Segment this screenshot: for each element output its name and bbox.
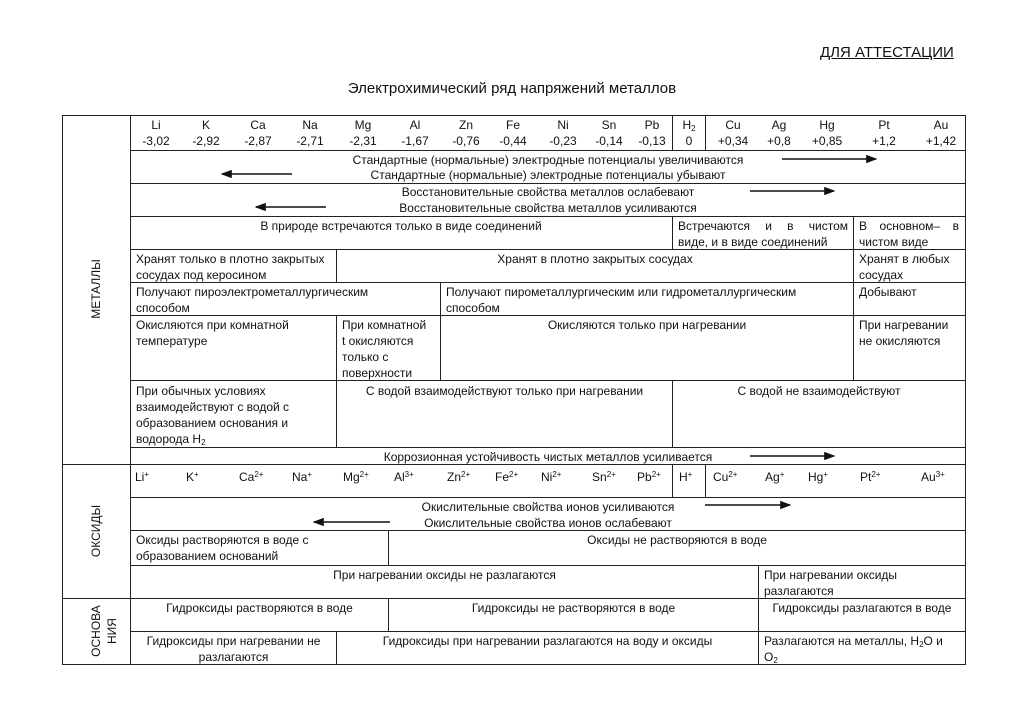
series-potential: -0,23 xyxy=(549,134,577,148)
ion-item xyxy=(860,467,880,485)
ion-ox-increase-text: Окислительные свойства ионов усиливаются xyxy=(421,500,675,514)
series-element xyxy=(338,117,388,133)
series-element xyxy=(390,117,440,133)
ion-charge: 2+ xyxy=(359,470,369,479)
series-element xyxy=(441,117,491,133)
oxidation-none-line2: не окисляются xyxy=(859,334,941,348)
hydroxides-decompose: Гидроксиды разлагаются в воде xyxy=(772,601,952,615)
ion-item xyxy=(592,467,616,485)
series-element-symbol: Pt xyxy=(878,118,890,132)
page-title: Электрохимический ряд напряжений металлов xyxy=(347,80,677,97)
hydroxides-heat-water-oxides: Гидроксиды при нагревании разлагаются на воду и оксиды xyxy=(382,634,713,648)
hydroxides-to-metals-line1 xyxy=(764,633,943,653)
ion-charge: 2+ xyxy=(461,470,471,479)
ion-item xyxy=(637,467,661,485)
nature-only-compounds: В природе встречаются только в виде соединений xyxy=(260,219,542,233)
series-element xyxy=(538,117,588,133)
water-normal-line2: взаимодействуют с водой с xyxy=(136,400,290,414)
ion-item xyxy=(495,467,518,485)
hydroxides-dissolve: Гидроксиды растворяются в воде xyxy=(166,601,353,615)
production-pyroelectro-line1: Получают пироэлектрометаллургическим xyxy=(136,285,369,299)
ion-symbol: Au xyxy=(921,470,936,484)
oxidation-room-t-line2: t окисляются xyxy=(342,334,414,348)
nature-both-line1: Встречаются и в чистом xyxy=(678,219,848,233)
storage-any-line2: сосудах xyxy=(859,268,904,282)
ion-item xyxy=(447,467,470,485)
series-element xyxy=(916,117,966,133)
ion-symbol: Mg xyxy=(343,470,360,484)
ion-symbol: Na xyxy=(292,470,308,484)
section-bases-line2: НИЯ xyxy=(105,618,119,644)
ion-charge: 2+ xyxy=(606,470,616,479)
section-oxides: ОКСИДЫ xyxy=(89,504,103,558)
reducing-weaken-text: Восстановительные свойства металлов ослабевают xyxy=(401,185,695,199)
series-potential: -1,67 xyxy=(401,134,429,148)
hydroxides-to-metals-line2 xyxy=(764,649,778,669)
water-normal-line4-text: водорода H xyxy=(136,432,202,446)
storage-closed: Хранят в плотно закрытых сосудах xyxy=(497,252,693,266)
series-potential: -0,76 xyxy=(452,134,480,148)
series-element xyxy=(181,117,231,133)
series-potential: +1,2 xyxy=(872,134,896,148)
series-element xyxy=(802,117,852,133)
series-element-symbol: H xyxy=(682,118,692,132)
oxides-no-decompose: При нагревании оксиды не разлагаются xyxy=(333,568,556,582)
ion-symbol: Ca xyxy=(239,470,255,484)
ion-charge: + xyxy=(144,470,150,479)
corrosion-text: Коррозионная устойчивость чистых металлов усиливается xyxy=(383,450,713,464)
storage-kerosene-line2: сосудах под керосином xyxy=(136,268,267,282)
ion-charge: 2+ xyxy=(871,470,881,479)
water-heating: С водой взаимодействуют только при нагревании xyxy=(365,384,644,398)
ion-charge: 2+ xyxy=(728,470,738,479)
production-pyro-hydro-line2: способом xyxy=(446,301,500,315)
ion-item xyxy=(343,467,369,485)
storage-kerosene-line1: Хранят только в плотно закрытых xyxy=(136,252,325,266)
series-element-symbol: Fe xyxy=(505,118,520,132)
production-pyroelectro-line2: способом xyxy=(136,301,190,315)
oxidation-room-line2: температуре xyxy=(136,334,208,348)
series-element-symbol: Pb xyxy=(644,118,660,132)
ion-item xyxy=(679,467,692,485)
ion-symbol: Sn xyxy=(592,470,607,484)
series-element-symbol: Ca xyxy=(250,118,266,132)
series-element-symbol: Al xyxy=(409,118,421,132)
ion-item xyxy=(292,467,312,485)
water-normal-line3: образованием основания и xyxy=(136,416,289,430)
oxidation-none-line1: При нагревании xyxy=(859,318,949,332)
water-normal-line4 xyxy=(136,431,206,451)
series-element xyxy=(131,117,181,133)
ion-item xyxy=(394,467,414,485)
potential-decrease-text: Стандартные (нормальные) электродные потенциалы убывают xyxy=(370,168,726,182)
section-bases-line1: ОСНОВА xyxy=(89,605,103,657)
ion-ox-decrease-text: Окислительные свойства ионов ослабевают xyxy=(424,516,672,530)
series-element xyxy=(859,117,909,133)
ion-item xyxy=(541,467,561,485)
hydroxides-o2-subscript: 2 xyxy=(773,656,778,665)
series-potential: -0,14 xyxy=(595,134,623,148)
nature-pure-line2: чистом виде xyxy=(859,235,929,249)
series-element-symbol: Mg xyxy=(354,118,372,132)
storage-any-line1: Хранят в любых xyxy=(859,252,950,266)
series-element xyxy=(233,117,283,133)
series-potential: +0,8 xyxy=(767,134,791,148)
series-element-symbol: Ag xyxy=(771,118,787,132)
ion-symbol: K xyxy=(186,470,195,484)
oxidation-room-t-line3: только с xyxy=(342,350,389,364)
oxidation-room-line1: Окисляются при комнатной xyxy=(136,318,289,332)
ion-symbol: Fe xyxy=(495,470,510,484)
hydrogen-subscript: 2 xyxy=(691,124,696,133)
ion-symbol: Ni xyxy=(541,470,553,484)
ion-item xyxy=(921,467,945,485)
ion-item xyxy=(808,467,828,485)
series-potential: -2,87 xyxy=(244,134,272,148)
ion-charge: + xyxy=(194,470,199,479)
oxides-not-dissolve: Оксиды не растворяются в воде xyxy=(587,533,767,547)
ion-charge: + xyxy=(779,470,785,479)
series-element-symbol: K xyxy=(201,118,210,132)
series-potential: +1,42 xyxy=(925,134,957,148)
production-mined: Добывают xyxy=(859,285,917,299)
series-potential: -0,44 xyxy=(499,134,527,148)
series-element-symbol: Li xyxy=(151,118,161,132)
section-metals: МЕТАЛЛЫ xyxy=(89,259,103,319)
water-h2-subscript: 2 xyxy=(201,438,206,447)
ion-charge: + xyxy=(687,470,693,479)
ion-item xyxy=(765,467,784,485)
ion-charge: 2+ xyxy=(651,470,661,479)
ion-charge: 2+ xyxy=(254,470,264,479)
ion-symbol: Al xyxy=(394,470,405,484)
oxides-dissolve-line2: образованием оснований xyxy=(136,549,279,563)
ion-charge: 3+ xyxy=(404,470,414,479)
oxidation-heating-only: Окисляются только при нагревании xyxy=(547,318,747,332)
ion-item xyxy=(713,467,737,485)
ion-symbol: H xyxy=(679,470,688,484)
series-element xyxy=(488,117,538,133)
nature-both-line2: виде, и в виде соединений xyxy=(678,235,828,249)
hydroxides-o2-text: O xyxy=(764,650,774,664)
hydroxides-to-metals-text: Разлагаются на металлы, H xyxy=(764,634,920,648)
ion-symbol: Pt xyxy=(860,470,872,484)
water-none: С водой не взаимодействуют xyxy=(737,384,901,398)
series-element-symbol: Sn xyxy=(601,118,617,132)
series-element-symbol: Na xyxy=(302,118,318,132)
series-element-symbol: Zn xyxy=(458,118,473,132)
ion-symbol: Pb xyxy=(637,470,652,484)
ion-item xyxy=(186,467,199,485)
ion-item xyxy=(135,467,149,485)
series-element xyxy=(754,117,804,133)
reducing-strengthen-text: Восстановительные свойства металлов усиливаются xyxy=(399,201,697,215)
oxidation-room-t-line1: При комнатной xyxy=(342,318,427,332)
ion-symbol: Ag xyxy=(765,470,780,484)
series-element-symbol: Hg xyxy=(819,118,835,132)
ion-charge: 2+ xyxy=(552,470,562,479)
oxides-dissolve-line1: Оксиды растворяются в воде с xyxy=(136,533,309,547)
series-potential: -2,71 xyxy=(296,134,324,148)
series-element-symbol: Cu xyxy=(725,118,741,132)
series-potential: -3,02 xyxy=(142,134,170,148)
ion-symbol: Li xyxy=(135,470,145,484)
nature-pure-line1: В основном– в xyxy=(859,219,959,233)
series-element xyxy=(708,117,758,133)
series-element-symbol: Au xyxy=(933,118,949,132)
hydroxides-no-decompose-line2: разлагаются xyxy=(198,650,269,664)
series-potential: -2,31 xyxy=(349,134,377,148)
series-potential: -0,13 xyxy=(638,134,666,148)
oxides-decompose-line1: При нагревании оксиды xyxy=(764,568,898,582)
series-potential: +0,85 xyxy=(811,134,843,148)
ion-charge: 2+ xyxy=(509,470,519,479)
ion-charge: + xyxy=(823,470,829,479)
series-potential: -2,92 xyxy=(192,134,220,148)
series-element-symbol: Ni xyxy=(557,118,569,132)
production-pyro-hydro-line1: Получают пирометаллургическим или гидрометаллургическим xyxy=(446,285,797,299)
hydroxides-to-metals-mid: O и xyxy=(923,634,943,648)
ion-symbol: Zn xyxy=(447,470,462,484)
hydroxides-no-decompose-line1: Гидроксиды при нагревании не xyxy=(146,634,321,648)
water-normal-line1: При обычных условиях xyxy=(136,384,266,398)
ion-symbol: Cu xyxy=(713,470,729,484)
hydroxides-not-dissolve: Гидроксиды не растворяются в воде xyxy=(471,601,676,615)
oxides-decompose-line2: разлагаются xyxy=(764,584,834,598)
ion-charge: + xyxy=(307,470,313,479)
hydroxides-h2o-subscript: 2 xyxy=(919,640,924,649)
series-element xyxy=(285,117,335,133)
oxidation-room-t-line4: поверхности xyxy=(342,366,413,380)
series-potential: +0,34 xyxy=(717,134,749,148)
ion-symbol: Hg xyxy=(808,470,824,484)
ion-charge: 3+ xyxy=(935,470,945,479)
ion-item xyxy=(239,467,263,485)
attestation-label: ДЛЯ АТТЕСТАЦИИ xyxy=(820,44,954,61)
potential-increase-text: Стандартные (нормальные) электродные потенциалы увеличиваются xyxy=(352,153,744,167)
series-potential: 0 xyxy=(685,134,693,148)
